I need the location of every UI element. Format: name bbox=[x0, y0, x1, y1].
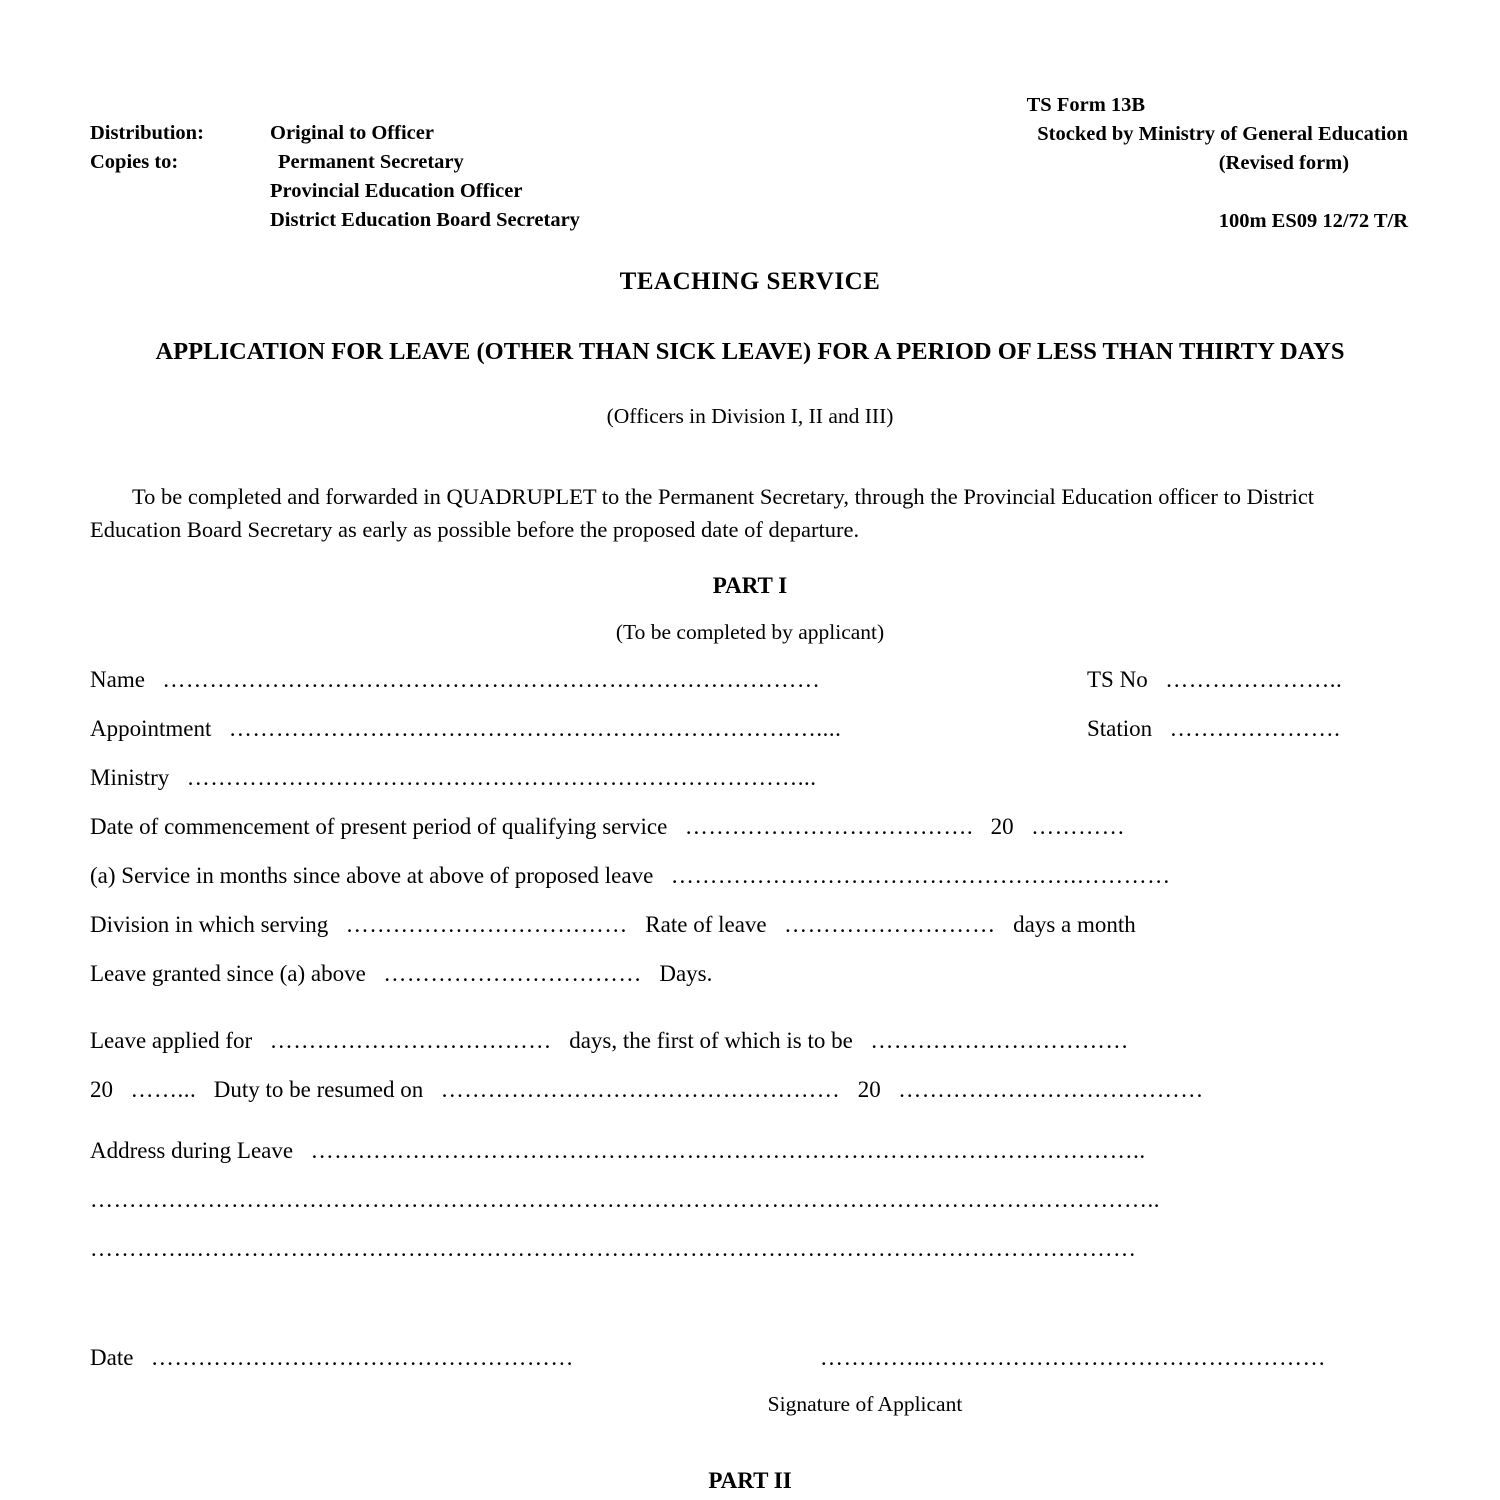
leave-granted-input-line[interactable]: …………………………… bbox=[383, 961, 642, 986]
address-label: Address during Leave bbox=[90, 1138, 294, 1163]
date-input-line[interactable]: ……………………………………………… bbox=[150, 1345, 574, 1370]
leave-granted-unit: Days. bbox=[659, 961, 713, 986]
duty-resumed-input-line[interactable]: …………………………………………… bbox=[440, 1077, 841, 1102]
field-row-commencement bbox=[90, 812, 1410, 841]
rate-of-leave-input-line[interactable]: ……………………… bbox=[784, 912, 996, 937]
resume-year-label: 20 bbox=[90, 1077, 113, 1102]
part-two-heading: PART II bbox=[708, 1468, 792, 1493]
field-row-appointment bbox=[90, 714, 1410, 743]
stocked-by: Stocked by Ministry of General Education bbox=[1037, 123, 1408, 145]
rate-of-leave-label: Rate of leave bbox=[645, 912, 767, 937]
field-row-service-months bbox=[90, 861, 1410, 890]
appointment-field bbox=[90, 714, 1075, 743]
distribution-label: Distribution: bbox=[90, 122, 204, 144]
copies-label: Copies to: bbox=[90, 151, 179, 173]
field-row-address bbox=[90, 1136, 1410, 1165]
signature-field bbox=[820, 1345, 1410, 1371]
page-title: TEACHING SERVICE bbox=[619, 268, 881, 295]
duty-resumed-year-label: 20 bbox=[857, 1077, 881, 1102]
leave-first-day-input-line[interactable]: …………………………… bbox=[870, 1028, 1129, 1053]
field-row-ministry bbox=[90, 763, 1410, 792]
address-input-line-2[interactable]: ……………………………………………………………………………………………………………………….. bbox=[90, 1187, 1160, 1212]
part-one-note: (To be completed by applicant) bbox=[615, 620, 885, 644]
division-label: Division in which serving bbox=[90, 912, 329, 937]
field-row-address-line2 bbox=[90, 1185, 1410, 1214]
commencement-label: Date of commencement of present period of qualifying service bbox=[90, 814, 668, 839]
document-header bbox=[90, 85, 1408, 245]
copies-label-spacer bbox=[90, 177, 270, 206]
ts-no-input-line[interactable]: ………………….. bbox=[1165, 667, 1343, 692]
service-months-input-line[interactable]: …………………………………………….………… bbox=[670, 863, 1171, 888]
field-row-leave-granted bbox=[90, 959, 1410, 988]
ts-no-label: TS No bbox=[1087, 667, 1148, 692]
field-row-leave-applied bbox=[90, 1026, 1410, 1055]
row-spacer bbox=[90, 1008, 1410, 1026]
date-field bbox=[90, 1345, 820, 1371]
print-code: 100m ES09 12/72 T/R bbox=[1218, 210, 1408, 232]
distribution-block bbox=[90, 119, 580, 235]
copies-row bbox=[90, 177, 580, 206]
date-label: Date bbox=[90, 1345, 134, 1370]
page-subtitle: APPLICATION FOR LEAVE (OTHER THAN SICK LEAVE) FOR A PERIOD OF LESS THAN THIRTY DAYS bbox=[155, 338, 1345, 365]
duty-resumed-year-input-line[interactable]: ………………………………… bbox=[898, 1077, 1204, 1102]
ministry-input-line[interactable]: ……………………………………………………………………... bbox=[186, 765, 817, 790]
leave-granted-label: Leave granted since (a) above bbox=[90, 961, 366, 986]
signature-caption-text: Signature of Applicant bbox=[767, 1392, 963, 1416]
leave-applied-mid-text: days, the first of which is to be bbox=[569, 1028, 853, 1053]
field-row-division bbox=[90, 910, 1410, 939]
field-row-address-line3 bbox=[90, 1234, 1410, 1263]
copies-row bbox=[90, 148, 580, 177]
division-input-line[interactable]: ……………………………… bbox=[345, 912, 628, 937]
copies-value-3: District Education Board Secretary bbox=[270, 209, 580, 231]
leave-applied-label: Leave applied for bbox=[90, 1028, 253, 1053]
commencement-input-line[interactable]: ………………………………. bbox=[684, 814, 974, 839]
station-input-line[interactable]: …………………. bbox=[1169, 716, 1341, 741]
signature-input-line[interactable]: …………..…………………………………………… bbox=[820, 1345, 1326, 1370]
appointment-label: Appointment bbox=[90, 716, 212, 741]
commencement-year-label: 20 bbox=[990, 814, 1014, 839]
copies-value-1: Permanent Secretary bbox=[278, 151, 464, 173]
form-number: TS Form 13B bbox=[1026, 94, 1146, 116]
distribution-row bbox=[90, 119, 580, 148]
resume-year-input-line[interactable]: ……... bbox=[130, 1077, 197, 1102]
copies-value-2: Provincial Education Officer bbox=[270, 180, 523, 202]
leave-applied-input-line[interactable]: ……………………………… bbox=[269, 1028, 552, 1053]
name-field bbox=[90, 665, 1075, 694]
ts-no-field bbox=[1075, 665, 1410, 694]
address-input-line-3[interactable]: …………..………………………………………………………………………………………………………… bbox=[90, 1236, 1137, 1261]
appointment-input-line[interactable]: ………………………………………………………………….... bbox=[228, 716, 842, 741]
part-one-heading: PART I bbox=[712, 573, 788, 598]
distribution-value: Original to Officer bbox=[270, 122, 434, 144]
page-title-note: (Officers in Division I, II and III) bbox=[606, 404, 894, 428]
revised-form: (Revised form) bbox=[1218, 152, 1350, 174]
name-input-line[interactable]: ………………………………………………………………………… bbox=[162, 667, 821, 692]
signature-caption bbox=[0, 1392, 1500, 1417]
part-one-fields bbox=[90, 665, 1410, 1283]
commencement-year-input-line[interactable]: ………… bbox=[1031, 814, 1126, 839]
station-label: Station bbox=[1087, 716, 1153, 741]
ministry-label: Ministry bbox=[90, 765, 170, 790]
address-input-line-1[interactable]: …………………………………………………………………………………………….. bbox=[310, 1138, 1146, 1163]
copies-label-spacer bbox=[90, 206, 270, 235]
duty-resumed-label: Duty to be resumed on bbox=[213, 1077, 424, 1102]
field-row-name bbox=[90, 665, 1410, 694]
stock-block bbox=[764, 91, 1408, 236]
copies-row bbox=[90, 206, 580, 235]
service-months-label: (a) Service in months since above at above of proposed leave bbox=[90, 863, 654, 888]
station-field bbox=[1075, 714, 1410, 743]
field-row-duty-resumed bbox=[90, 1075, 1410, 1104]
rate-of-leave-unit: days a month bbox=[1013, 912, 1136, 937]
date-signature-row bbox=[90, 1345, 1410, 1371]
instruction-paragraph: To be completed and forwarded in QUADRUPLET to the Permanent Secretary, through the Provincial Education officer to District Education Board Secretary as early as possible before the proposed date of departure. bbox=[90, 484, 1315, 542]
row-spacer bbox=[90, 1124, 1410, 1136]
name-label: Name bbox=[90, 667, 145, 692]
